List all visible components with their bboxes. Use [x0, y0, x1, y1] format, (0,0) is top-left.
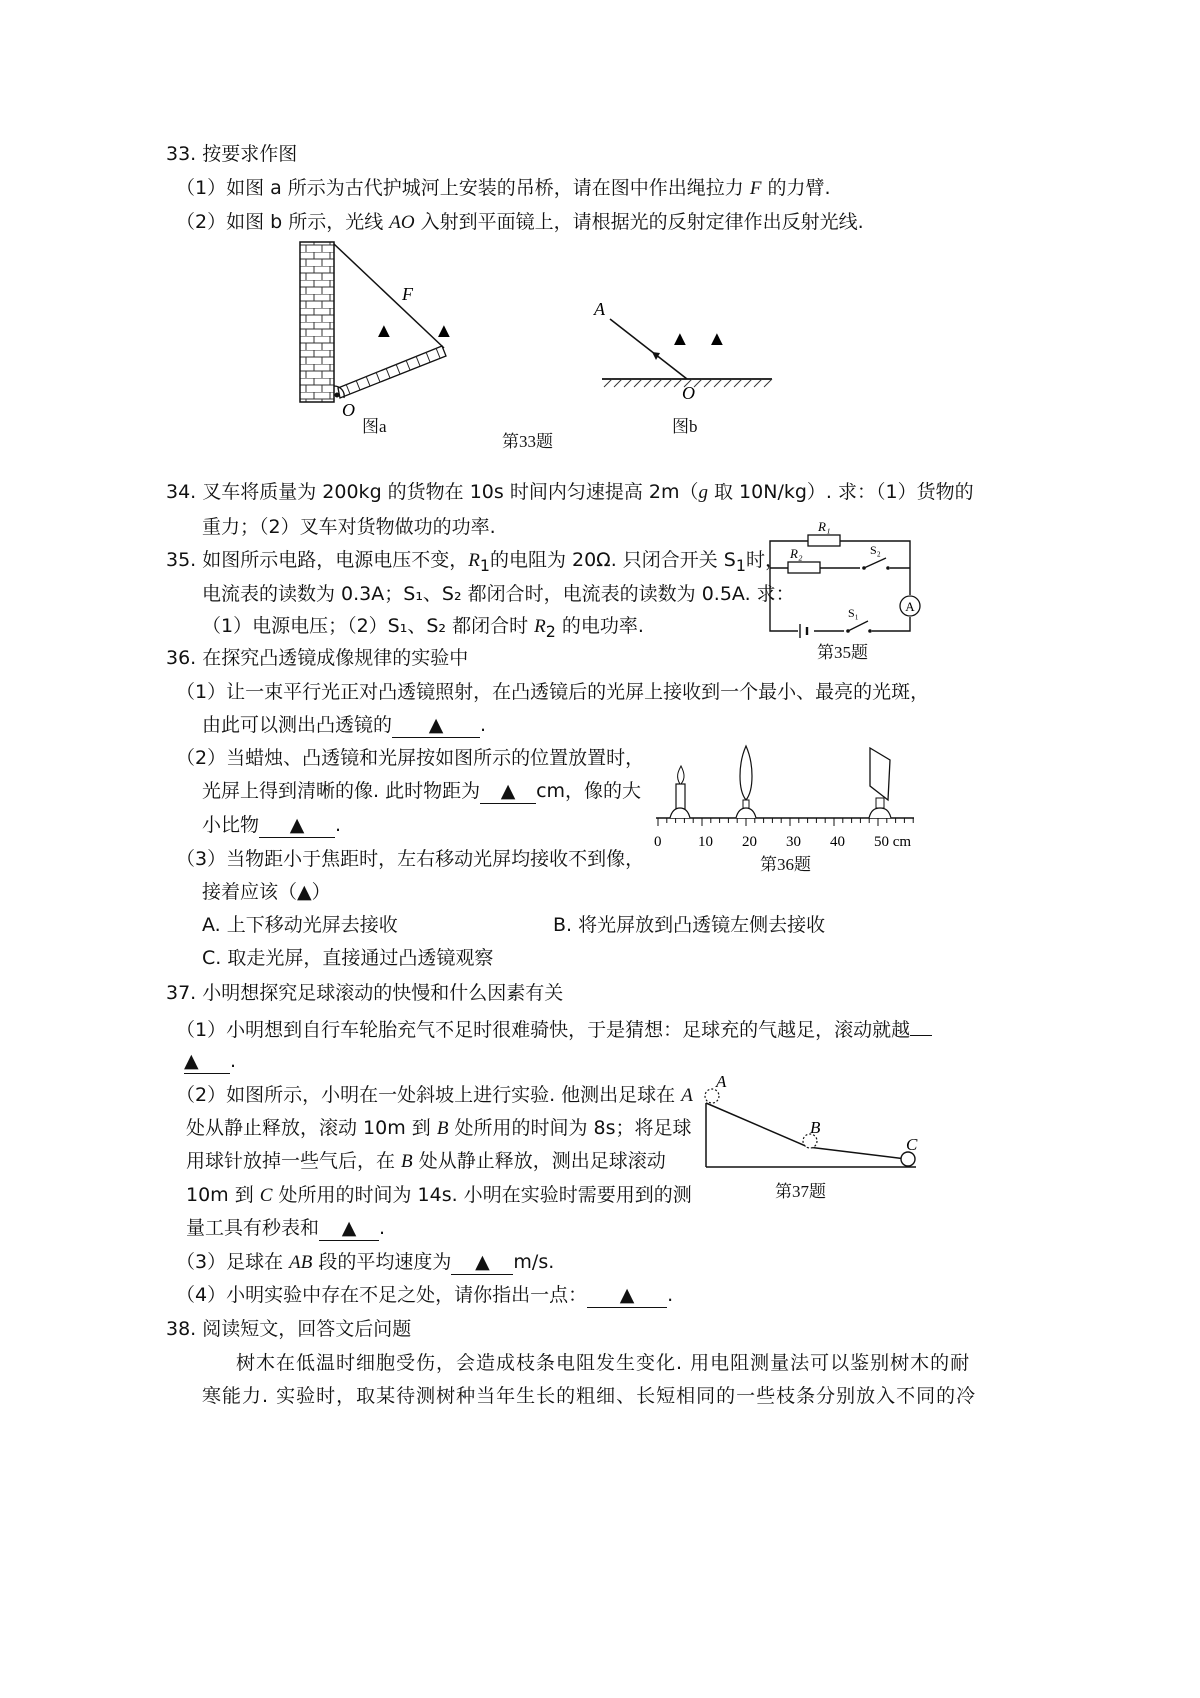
- q37-part2-line5: 量工具有秒表和 ▲ .: [186, 1217, 386, 1239]
- circuit-diagram: [760, 515, 920, 640]
- answer-blank[interactable]: ▲: [392, 714, 480, 738]
- caption-fig-b: 图b: [672, 417, 698, 436]
- q33-part1: （1）如图 a 所示为古代护城河上安装的吊桥，请在图中作出绳拉力 F 的力臂.: [176, 177, 831, 199]
- slope-figure: [700, 1072, 930, 1175]
- svg-text:A: A: [716, 1072, 727, 1091]
- caption-fig-a: 图a: [362, 417, 387, 436]
- ruler-label: 30: [786, 834, 801, 850]
- option-A[interactable]: A. 上下移动光屏去接收: [202, 914, 398, 936]
- caption-q33: 第33题: [502, 432, 553, 451]
- q37-title: 37. 小明想探究足球滚动的快慢和什么因素有关: [166, 982, 564, 1004]
- q36-part2-line2: 光屏上得到清晰的像. 此时物距为 ▲ cm，像的大: [202, 780, 642, 802]
- q38-text-line2: 寒能力. 实验时，取某待测树种当年生长的粗细、长短相同的一些枝条分别放入不同的冷: [202, 1385, 977, 1407]
- label-O-b: O: [682, 383, 695, 403]
- q36-title: 36. 在探究凸透镜成像规律的实验中: [166, 647, 469, 669]
- slope-AB: [706, 1103, 808, 1147]
- bridge-plank: [338, 346, 446, 398]
- q36-part3-line1: （3）当物距小于焦距时，左右移动光屏均接收不到像，: [176, 848, 645, 870]
- q37-part1-line1: （1）小明想到自行车轮胎充气不足时很难骑快，于是猜想：足球充的气越足，滚动就越: [176, 1016, 932, 1042]
- answer-mark: ▲: [374, 320, 394, 342]
- ruler-label: 10: [698, 834, 713, 850]
- answer-mark: ▲: [707, 328, 727, 350]
- q38-title: 38. 阅读短文，回答文后问题: [166, 1318, 412, 1340]
- label-O-a: O: [342, 400, 355, 420]
- q34-line1: 34. 叉车将质量为 200kg 的货物在 10s 时间内匀速提高 2m（g 取 10N/kg）. 求：（1）货物的: [166, 481, 974, 503]
- ruler-label: 40: [830, 834, 845, 850]
- q37-part2-line2: 处从静止释放，滚动 10m 到 B 处所用的时间为 8s；将足球: [186, 1117, 692, 1139]
- answer-blank[interactable]: ▲: [259, 814, 335, 838]
- q35-line1: 35. 如图所示电路，电源电压不变，$R_1$的电阻为 20Ω. 只闭合开关 $S_1$时，: [166, 549, 784, 575]
- q34-line2: 重力；（2）叉车对货物做功的功率.: [202, 516, 496, 538]
- ball-A: [705, 1089, 719, 1103]
- option-B[interactable]: B. 将光屏放到凸透镜左侧去接收: [553, 914, 826, 936]
- slope-BC: [808, 1147, 906, 1159]
- q36-part1-line2: 由此可以测出凸透镜的 ▲ .: [202, 714, 487, 736]
- answer-blank-start[interactable]: [910, 1016, 932, 1036]
- q37-part2-line3: 用球针放掉一些气后，在 B 处从静止释放，测出足球滚动: [186, 1150, 666, 1172]
- caption-q36: 第36题: [760, 855, 811, 874]
- castle-wall: [300, 242, 334, 402]
- svg-text:C: C: [906, 1135, 918, 1154]
- q37-part1-line2: ▲ .: [184, 1050, 237, 1072]
- q37-part4: （4）小明实验中存在不足之处，请你指出一点： ▲ .: [176, 1284, 674, 1306]
- resistor-R1: [808, 535, 840, 546]
- q35-line2: 电流表的读数为 0.3A；S₁、S₂ 都闭合时，电流表的读数为 0.5A. 求：: [202, 583, 795, 605]
- ruler-label: 20: [742, 834, 757, 850]
- q37-part2-line1: （2）如图所示，小明在一处斜坡上进行实验. 他测出足球在 A: [176, 1084, 693, 1106]
- answer-blank[interactable]: ▲: [319, 1217, 379, 1241]
- q37-part2-line4: 10m 到 C 处所用的时间为 14s. 小明在实验时需要用到的测: [186, 1184, 692, 1206]
- resistor-R2: [788, 562, 820, 573]
- svg-text:R₂: R₂: [790, 546, 803, 561]
- label-F: F: [402, 284, 413, 304]
- ruler-label: 0: [654, 834, 662, 850]
- q37-part3: （3）足球在 AB 段的平均速度为 ▲ m/s.: [176, 1251, 555, 1273]
- svg-text:R₁: R₁: [818, 519, 831, 534]
- light-screen: [870, 748, 890, 800]
- answer-mark: ▲: [434, 320, 454, 342]
- label-A-b: A: [594, 299, 605, 319]
- answer-blank[interactable]: ▲: [451, 1251, 513, 1275]
- caption-q35: 第35题: [817, 643, 868, 662]
- q35-line3: （1）电源电压；（2）S₁、S₂ 都闭合时 $R_2$ 的电功率.: [202, 615, 644, 641]
- optical-bench: [648, 742, 918, 852]
- answer-mark: ▲: [670, 328, 690, 350]
- q38-text-line1: 树木在低温时细胞受伤，会造成枝条电阻发生变化. 用电阻测量法可以鉴别树木的耐: [236, 1352, 971, 1374]
- q36-part2-line1: （2）当蜡烛、凸透镜和光屏按如图所示的位置放置时，: [176, 747, 645, 769]
- answer-blank[interactable]: ▲: [184, 1050, 230, 1074]
- q36-part3-line2: 接着应该（▲）: [202, 881, 331, 903]
- candle: [676, 784, 685, 810]
- figure-a-drawbridge: [290, 238, 470, 438]
- figure-b-mirror: [590, 295, 780, 405]
- answer-blank[interactable]: ▲: [587, 1284, 667, 1308]
- ball-C: [901, 1152, 915, 1166]
- q36-part2-line3: 小比物 ▲ .: [202, 814, 342, 836]
- ruler-label: 50 cm: [874, 834, 912, 850]
- svg-text:A: A: [905, 599, 915, 614]
- q36-part1-line1: （1）让一束平行光正对凸透镜照射，在凸透镜后的光屏上接收到一个最小、最亮的光斑，: [176, 681, 930, 703]
- q33-part2: （2）如图 b 所示，光线 AO 入射到平面镜上，请根据光的反射定律作出反射光线.: [176, 211, 864, 233]
- option-C[interactable]: C. 取走光屏，直接通过凸透镜观察: [202, 947, 494, 969]
- caption-q37: 第37题: [775, 1182, 826, 1201]
- svg-text:S₂: S₂: [870, 543, 881, 557]
- svg-text:S₁: S₁: [848, 606, 859, 620]
- q33-title: 33. 按要求作图: [166, 143, 298, 165]
- convex-lens: [740, 746, 752, 800]
- answer-blank[interactable]: ▲: [480, 780, 536, 804]
- svg-text:B: B: [810, 1118, 821, 1137]
